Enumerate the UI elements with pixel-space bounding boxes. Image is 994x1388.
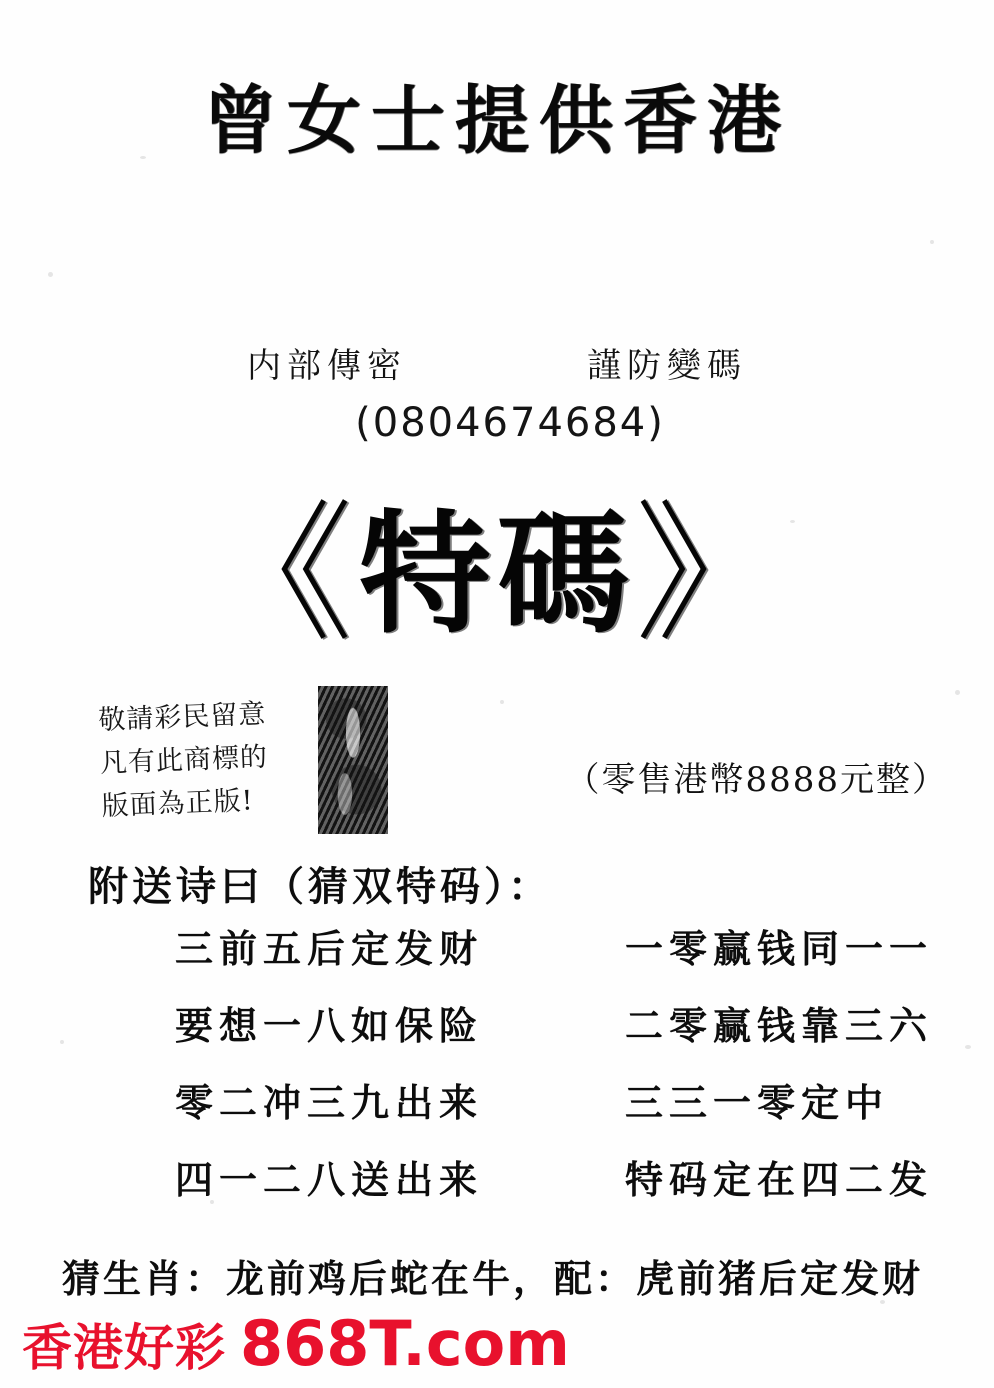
authenticity-note-line: 凡有此商標的	[99, 741, 269, 780]
scan-speckle	[955, 690, 960, 695]
scan-speckle	[930, 240, 934, 244]
notice-left: 内部傳密	[247, 346, 407, 386]
dragon-stamp-icon	[318, 686, 388, 834]
poem-row	[175, 995, 934, 1050]
poem-row	[175, 1149, 934, 1204]
poem-line-right: 二零赢钱靠三六	[625, 1003, 934, 1048]
poem-row	[175, 918, 934, 973]
notice-row	[0, 338, 994, 387]
watermark-en: 868T.com	[240, 1307, 570, 1380]
retail-price: （零售港幣8888元整）	[565, 760, 948, 800]
special-code-text: 特碼	[359, 497, 635, 652]
scan-speckle	[500, 700, 504, 704]
poem-row	[175, 1072, 934, 1127]
poem-line-right: 一零赢钱同一一	[625, 926, 934, 971]
notice-right: 謹防變碼	[587, 346, 747, 386]
zodiac-line: 猜生肖：龙前鸡后蛇在牛，配：虎前猪后定发财	[62, 1256, 924, 1301]
poem-line-left: 零二冲三九出来	[175, 1080, 484, 1125]
poem-line-right: 特码定在四二发	[625, 1157, 934, 1202]
poem-heading: 附送诗曰（猜双特码）：	[88, 863, 552, 910]
poem-line-right: 三三一零定中	[625, 1080, 890, 1125]
poem-line-left: 三前五后定发财	[175, 926, 484, 971]
watermark-cn: 香港好彩	[22, 1318, 226, 1377]
serial-number: (0804674684)	[355, 400, 665, 446]
watermark	[22, 1307, 570, 1380]
page-title: 曾女士提供香港	[203, 78, 791, 164]
authenticity-note	[98, 691, 318, 828]
poem-line-left: 四一二八送出来	[175, 1157, 484, 1202]
authenticity-note-line: 版面為正版!	[101, 785, 255, 823]
special-left-paren: 《	[202, 488, 359, 662]
special-right-paren: 》	[635, 488, 792, 662]
scan-speckle	[48, 272, 53, 277]
special-code-heading	[0, 488, 994, 662]
poem-line-left: 要想一八如保险	[175, 1003, 484, 1048]
authenticity-note-line: 敬請彩民留意	[97, 698, 267, 737]
poem-block	[0, 918, 994, 1226]
